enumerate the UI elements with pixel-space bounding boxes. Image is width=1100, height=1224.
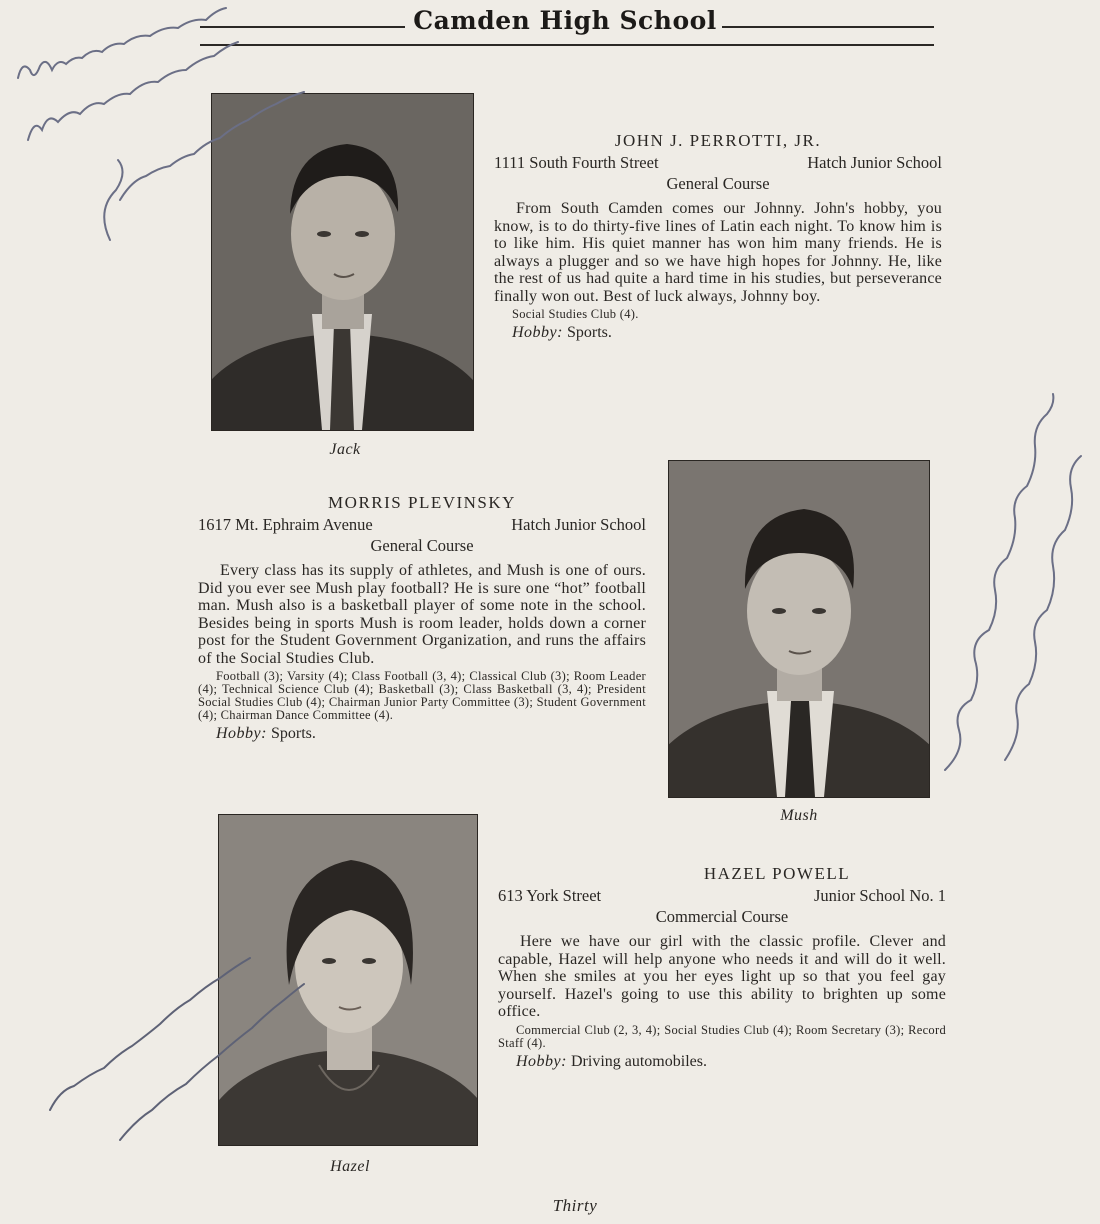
nickname-caption-perrotti: Jack [329, 441, 361, 458]
hobby-label: Hobby: [512, 324, 563, 341]
header-rule-left [200, 26, 405, 28]
home-address: 613 York Street [498, 886, 602, 905]
entry-perrotti [494, 130, 942, 343]
activities: Commercial Club (2, 3, 4); Social Studies Club (4); Room Secretary (3); Record Staff (4). [498, 1022, 946, 1050]
student-name: HAZEL POWELL [703, 864, 851, 883]
nickname-caption-plevinsky: Mush [780, 807, 818, 824]
hobby-line [498, 1052, 946, 1072]
biography: From South Camden comes our Johnny. John's hobby, you know, is to do thirty-five lines of Latin each night. To know him is to like him. His quiet manner has won him many friends. He is always a plugger and so we have high hopes for Johnny. He, like the rest of us had quite a hard time in his studies, but perseverance finally won out. Best of luck always, Johnny boy. [494, 200, 942, 305]
portrait-photo-powell [218, 814, 478, 1146]
biography: Every class has its supply of athletes, and Mush is one of ours. Did you ever see Mush play football? He is sure one “hot” football man. Mush also is a basketball player of some note in the school. Besides being in sports Mush is room leader, holds down a corner post for the Student Government Organization, and runs the affairs of the Social Studies Club. [198, 562, 646, 667]
portrait-photo-perrotti [211, 93, 474, 431]
student-name: MORRIS PLEVINSKY [328, 493, 516, 512]
home-address: 1111 South Fourth Street [494, 153, 659, 172]
junior-school: Hatch Junior School [807, 153, 942, 172]
address-row [498, 885, 946, 906]
hobby-value: Driving automobiles. [570, 1052, 707, 1070]
course: Commercial Course [655, 907, 789, 926]
header-rule-right [722, 26, 934, 28]
home-address: 1617 Mt. Ephraim Avenue [198, 515, 373, 534]
junior-school: Junior School No. 1 [814, 886, 946, 905]
page-title: Camden High School [413, 6, 717, 35]
entry-powell [498, 863, 946, 1072]
student-name: JOHN J. PERROTTI, JR. [614, 131, 822, 150]
hobby-label: Hobby: [216, 725, 267, 742]
biography: Here we have our girl with the classic profile. Clever and capable, Hazel will help anyone who needs it and will do it well. When she smiles at you her eyes light up so that you feel gay yourself. Hazel's going to use this ability to brighten up some office. [498, 933, 946, 1020]
hobby-line [198, 724, 646, 744]
address-row [494, 152, 942, 173]
address-row [198, 514, 646, 535]
entry-plevinsky [198, 492, 646, 744]
hobby-line [494, 323, 942, 343]
nickname-caption-powell: Hazel [330, 1158, 370, 1175]
junior-school: Hatch Junior School [511, 515, 646, 534]
activities: Football (3); Varsity (4); Class Football (3, 4); Classical Club (3); Room Leader (4); Technical Science Club (4); Basketball (3); Class Basketball (3, 4); President Social Studies Club (4); Chairman Junior Party Committee (3); Student Government (4); Chairman Dance Committee (4). [198, 669, 646, 722]
course: General Course [666, 174, 770, 193]
hobby-value: Sports. [566, 324, 612, 341]
course: General Course [370, 536, 474, 555]
hobby-value: Sports. [270, 725, 316, 742]
page-number: Thirty [552, 1196, 598, 1215]
hobby-label: Hobby: [516, 1052, 567, 1070]
header-rule-bottom [200, 44, 934, 46]
handwritten-autograph-plevinsky [925, 390, 1095, 780]
activities: Social Studies Club (4). [512, 307, 639, 321]
portrait-photo-plevinsky [668, 460, 930, 798]
